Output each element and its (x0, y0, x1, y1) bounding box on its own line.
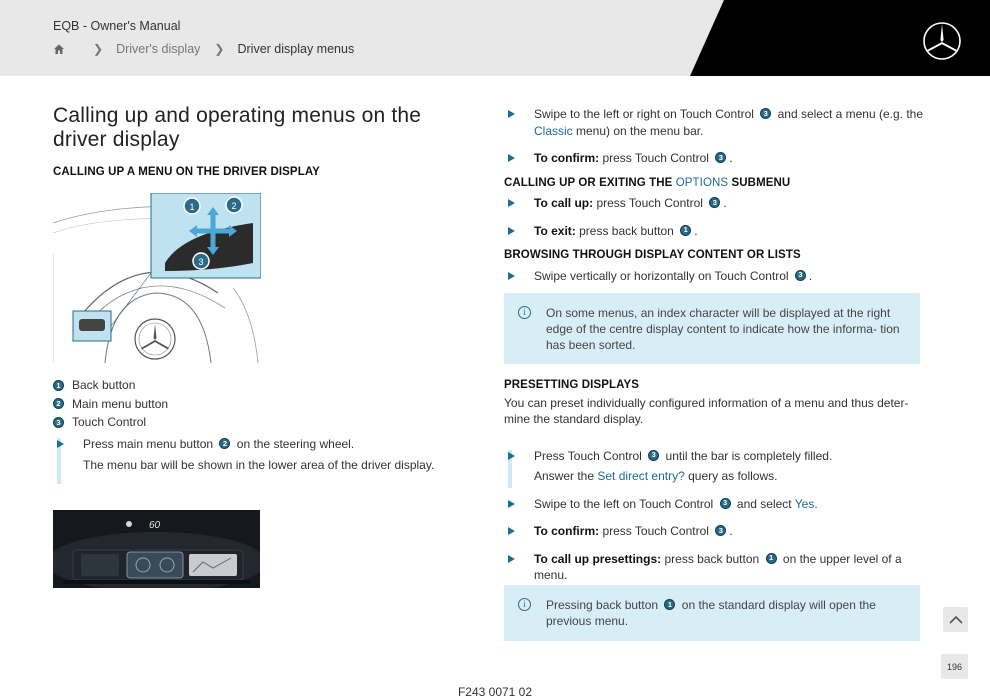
legend-label: Back button (72, 378, 136, 393)
callout-badge: 3 (53, 417, 64, 428)
step-label: To call up presettings: (534, 551, 662, 566)
step-arrow-icon (508, 199, 515, 207)
step-label: To confirm: (534, 524, 600, 538)
section-heading: BROWSING THROUGH DISPLAY CONTENT OR LISTS (504, 249, 801, 261)
step-text: press Touch Control (596, 196, 703, 210)
info-box (504, 293, 920, 364)
section-heading (504, 175, 924, 192)
chevron-up-icon (949, 615, 963, 624)
step-label: To call up: (534, 196, 594, 210)
step-arrow-icon (508, 110, 515, 118)
callout-badge: 3 (795, 270, 806, 281)
heading-text: SUBMENU (731, 176, 791, 189)
callout-badge: 3 (709, 197, 720, 208)
svg-text:2: 2 (231, 201, 237, 211)
callout-badge: 3 (715, 152, 726, 163)
legend-item (53, 395, 168, 414)
instruction-step (53, 436, 473, 473)
option-yes: Yes (794, 496, 815, 511)
instruction-step: To confirm: press Touch Control 3 . (504, 523, 924, 540)
callout-badge: 1 (766, 553, 777, 564)
step-text: query as follows. (688, 469, 778, 483)
figure-code: F243 0071 02 (457, 685, 533, 699)
step-text: press Touch Control (602, 151, 709, 165)
steering-wheel-diagram (53, 193, 261, 363)
driver-display-photo (53, 510, 260, 588)
speed-readout: 60 (149, 520, 161, 531)
info-icon: i (518, 598, 531, 611)
breadcrumb (53, 42, 354, 56)
info-icon: i (518, 306, 531, 319)
info-box (504, 585, 920, 641)
instruction-step (504, 448, 924, 485)
home-icon[interactable] (53, 43, 65, 55)
instruction-step (504, 551, 924, 584)
chevron-right-icon: ❯ (93, 42, 104, 56)
instruction-step: To exit: press back button 1 . (504, 223, 924, 240)
step-text: Swipe to the left or right on Touch Control (534, 107, 754, 121)
step-arrow-icon (508, 272, 515, 280)
svg-text:3: 3 (198, 257, 204, 267)
section-heading: PRESETTING DISPLAYS (504, 379, 640, 391)
step-text: press Touch Control (602, 524, 709, 538)
callout-badge: 3 (648, 450, 659, 461)
driver-display-image (53, 510, 260, 588)
step-result: The menu bar will be shown in the lower area of the driver display. (83, 457, 435, 472)
section-heading: CALLING UP A MENU ON THE DRIVER DISPLAY (53, 166, 320, 178)
step-arrow-icon (508, 500, 515, 508)
left-column (53, 104, 473, 178)
step-text: press back button (579, 223, 674, 238)
scroll-to-top-button[interactable] (943, 607, 968, 632)
step-text: on the steering wheel. (236, 437, 355, 451)
options-label: OPTIONS (675, 176, 729, 189)
step-arrow-icon (508, 452, 515, 460)
step-text: and select a menu (e.g. the (777, 107, 924, 121)
step-text: and select (736, 496, 792, 511)
preset-description: You can preset individually configured information of a menu and thus deter- mine the standard display. (504, 395, 909, 426)
step-arrow-icon (508, 154, 515, 162)
step-text: Press Touch Control (534, 448, 642, 463)
step-text: Swipe vertically or horizontally on Touch Control (534, 268, 789, 283)
callout-badge: 1 (53, 380, 64, 391)
legend (53, 376, 168, 432)
step-text: Answer the (534, 469, 595, 483)
info-text: Pressing back button (546, 598, 659, 612)
svg-text:1: 1 (189, 202, 195, 212)
instruction-step: To confirm: press Touch Control 3 . (504, 150, 924, 167)
breadcrumb-current: Driver display menus (237, 42, 355, 56)
step-label: To confirm: (534, 151, 600, 165)
step-text: press back button (664, 551, 760, 566)
info-text: On some menus, an index character will be displayed at the right edge of the centre display content to indicate how the informa- tion has been sorted. (546, 306, 900, 352)
step-label: To exit: (534, 223, 576, 238)
heading-text: CALLING UP OR EXITING THE (504, 176, 673, 189)
query-set-direct-entry: Set direct entry? (597, 469, 685, 483)
page-title: Calling up and operating menus on the driver display (53, 104, 422, 151)
page-number: 196 (941, 654, 968, 679)
instruction-step (504, 106, 924, 139)
mercedes-star-logo (922, 21, 962, 61)
step-text: Swipe to the left on Touch Control (534, 496, 714, 511)
callout-badge: 1 (664, 599, 675, 610)
breadcrumb-link-drivers-display[interactable]: Driver's display (116, 42, 201, 56)
step-text: on the upper level of a menu. (534, 551, 902, 582)
presetting-section (504, 377, 924, 584)
manual-title: EQB - Owner's Manual (53, 19, 181, 33)
legend-label: Main menu button (72, 396, 169, 411)
step-text: Press main menu button (83, 437, 214, 451)
instruction-step: To call up: press Touch Control 3 . (504, 195, 924, 212)
step-arrow-icon (508, 227, 515, 235)
callout-badge: 2 (53, 398, 64, 409)
callout-badge: 1 (680, 225, 691, 236)
step-text: . (814, 496, 818, 511)
step-arrow-icon (508, 527, 515, 535)
callout-badge: 3 (715, 525, 726, 536)
step-text: menu) on the menu bar. (576, 123, 704, 138)
callout-badge: 2 (219, 438, 230, 449)
legend-item (53, 413, 168, 432)
instruction-step: Swipe vertically or horizontally on Touch Control 3 . (504, 268, 924, 285)
right-column (504, 106, 924, 284)
step-text: until the bar is completely filled. (665, 448, 833, 463)
callout-badge: 3 (760, 108, 771, 119)
instruction-step (504, 496, 924, 513)
menu-name-classic: Classic (534, 123, 573, 138)
chevron-right-icon: ❯ (214, 42, 225, 56)
info-text: on the standard display will open the previous menu. (546, 598, 876, 628)
legend-label: Touch Control (72, 415, 147, 430)
header-bar (0, 0, 990, 76)
legend-item (53, 376, 168, 395)
callout-badge: 3 (720, 498, 731, 509)
step-arrow-icon (57, 440, 64, 448)
step-arrow-icon (508, 555, 515, 563)
